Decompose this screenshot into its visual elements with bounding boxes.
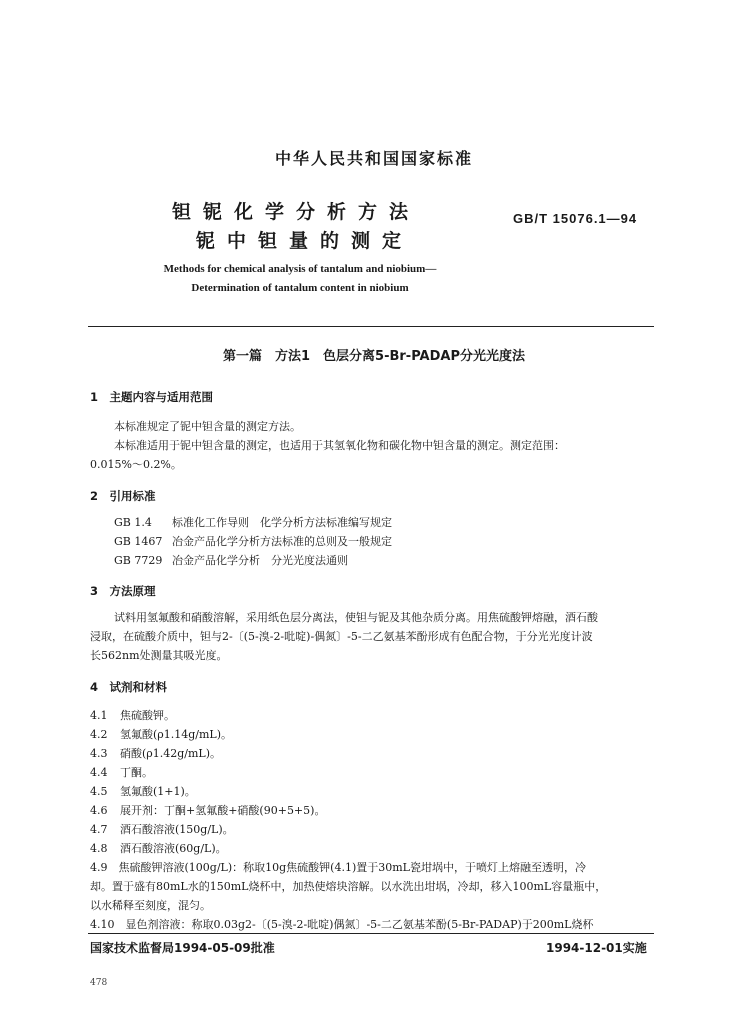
section-1-para1: 本标准规定了铌中钽含量的测定方法。 bbox=[114, 420, 301, 433]
reagent-text: 丁酮。 bbox=[120, 766, 153, 779]
reagent-number: 4.7 bbox=[90, 823, 108, 836]
reagent-item bbox=[90, 839, 227, 858]
reagent-number: 4.4 bbox=[90, 766, 108, 779]
reagent-number: 4.5 bbox=[90, 785, 108, 798]
reagent-text: 氢氟酸(ρ1.14g/mL)。 bbox=[120, 728, 233, 741]
reference-code: GB 7729 bbox=[114, 554, 163, 567]
reagent-number: 4.1 bbox=[90, 709, 108, 722]
reference-text: 标准化工作导则 化学分析方法标准编写规定 bbox=[172, 516, 392, 529]
section-3-line2: 浸取，在硫酸介质中，钽与2-〔(5-溴-2-吡啶)-偶氮〕-5-二乙氨基苯酚形成有色配合物，于分光光度计波 bbox=[90, 630, 593, 643]
reference-code: GB 1467 bbox=[114, 535, 163, 548]
effective-date: 1994-12-01实施 bbox=[546, 941, 647, 955]
section-1-heading: 1 主题内容与适用范围 bbox=[90, 390, 214, 404]
reagent-text: 氢氟酸(1+1)。 bbox=[120, 785, 196, 798]
reagent-item bbox=[90, 725, 232, 744]
footer-divider bbox=[88, 933, 654, 934]
document-title-line1: 钽铌化学分析方法 bbox=[172, 201, 421, 223]
reagent-item-4-10: 4.10 显色剂溶液：称取0.03g2-〔(5-溴-2-吡啶)偶氮〕-5-二乙氨基苯酚(5-Br-PADAP)于200mL烧杯 bbox=[90, 918, 594, 931]
reagent-text: 酒石酸溶液(60g/L)。 bbox=[120, 842, 227, 855]
reagent-item bbox=[90, 744, 221, 763]
part-title: 第一篇 方法1 色层分离5-Br-PADAP分光光度法 bbox=[223, 349, 525, 364]
reagent-item bbox=[90, 706, 175, 725]
reagent-text: 硝酸(ρ1.42g/mL)。 bbox=[120, 747, 222, 760]
reagent-text: 酒石酸溶液(150g/L)。 bbox=[120, 823, 234, 836]
section-1-para2-line2: 0.015%～0.2%。 bbox=[90, 458, 182, 471]
reagent-text: 焦硫酸钾。 bbox=[120, 709, 175, 722]
reagent-number: 4.6 bbox=[90, 804, 108, 817]
reagent-item bbox=[90, 801, 325, 820]
english-title-line1: Methods for chemical analysis of tantalum and niobium— bbox=[163, 263, 437, 275]
approval-statement: 国家技术监督局1994-05-09批准 bbox=[90, 941, 275, 955]
reference-text: 冶金产品化学分析方法标准的总则及一般规定 bbox=[172, 535, 392, 548]
section-1-para2-line1: 本标准适用于铌中钽含量的测定，也适用于其氢氧化物和碳化物中钽含量的测定。测定范围： bbox=[114, 439, 565, 452]
reference-item bbox=[114, 552, 348, 568]
reference-item bbox=[114, 514, 392, 530]
reagent-item bbox=[90, 782, 196, 801]
reagent-item-4-9-line3: 以水稀释至刻度，混匀。 bbox=[90, 899, 211, 912]
reagent-text: 展开剂：丁酮+氢氟酸+硝酸(90+5+5)。 bbox=[120, 804, 326, 817]
document-title-line2: 铌中钽量的测定 bbox=[196, 230, 414, 252]
reagent-item-4-9-line2: 却。置于盛有80mL水的150mL烧杯中，加热使熔块溶解。以水洗出坩埚，冷却，移入100mL容量瓶中， bbox=[90, 880, 607, 893]
reagent-item-4-9-line1: 4.9 焦硫酸钾溶液(100g/L)：称取10g焦硫酸钾(4.1)置于30mL瓷坩埚中，于喷灯上熔融至透明，冷 bbox=[90, 861, 586, 874]
section-3-line1: 试料用氢氟酸和硝酸溶解，采用纸色层分离法，使钽与铌及其他杂质分离。用焦硫酸钾熔融，酒石酸 bbox=[114, 611, 598, 624]
reagent-number: 4.8 bbox=[90, 842, 108, 855]
section-2-heading: 2 引用标准 bbox=[90, 489, 156, 503]
section-3-heading: 3 方法原理 bbox=[90, 584, 156, 598]
english-title-line2: Determination of tantalum content in niobium bbox=[191, 282, 409, 294]
national-standard-heading: 中华人民共和国国家标准 bbox=[274, 149, 473, 168]
standard-number: GB/T 15076.1—94 bbox=[513, 211, 638, 226]
reagent-item bbox=[90, 820, 234, 839]
reference-code: GB 1.4 bbox=[114, 516, 152, 529]
page-number: 478 bbox=[90, 978, 108, 988]
reagent-number: 4.3 bbox=[90, 747, 108, 760]
reference-item bbox=[114, 533, 392, 549]
reagent-number: 4.2 bbox=[90, 728, 108, 741]
section-4-heading: 4 试剂和材料 bbox=[90, 680, 168, 694]
reagent-item bbox=[90, 763, 153, 782]
reference-text: 冶金产品化学分析 分光光度法通则 bbox=[172, 554, 348, 567]
header-divider bbox=[88, 326, 654, 327]
section-3-line3: 长562nm处测量其吸光度。 bbox=[90, 649, 228, 662]
